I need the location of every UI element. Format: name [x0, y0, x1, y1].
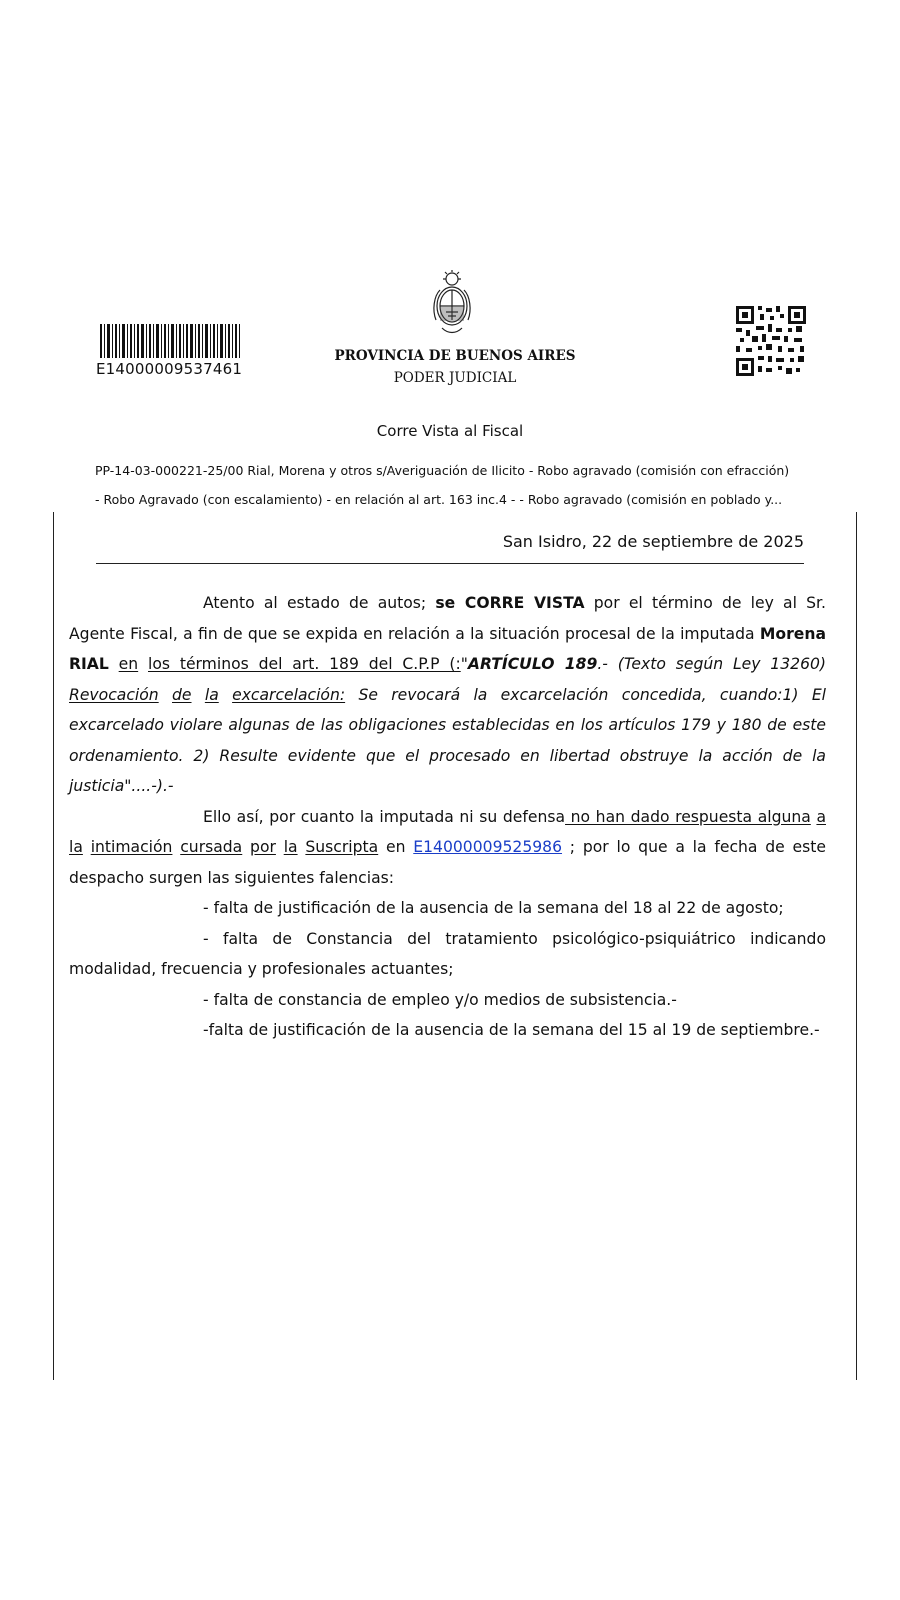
coat-of-arms-icon	[428, 270, 476, 340]
reference-link[interactable]: E14000009525986	[413, 838, 563, 856]
text	[83, 838, 91, 856]
case-caption	[95, 456, 855, 514]
date-line: San Isidro, 22 de septiembre de 2025	[502, 532, 804, 551]
text-underlined: los términos del art. 189 del C.P.P (:	[148, 655, 461, 673]
text-underlined: por	[250, 838, 276, 856]
text	[109, 655, 119, 673]
defendant-name: Morena RIAL	[69, 624, 826, 673]
text-italic: Se revocará la excarcelación concedida, cuando:1) El excarcelado violare algunas de las obligaciones establecidas en los artículos 179 y 180 de este ordenamiento. 2) Resulte evidente que el procesado en libertad obstruye la acción de la justicia"....-).-	[69, 685, 827, 795]
paragraph-falencias	[69, 802, 826, 894]
list-item: - falta de justificación de la ausencia de la semana del 18 al 22 de agosto;	[203, 899, 784, 917]
text-underlined: a	[816, 807, 826, 826]
text-underlined: la	[283, 838, 298, 856]
list-item: -falta de justificación de la ausencia de la semana del 15 al 19 de septiembre.-	[203, 1021, 820, 1039]
text: en	[378, 838, 414, 856]
text-underlined: Revocación	[69, 685, 159, 704]
qr-code-icon	[736, 306, 806, 376]
document-title: Corre Vista al Fiscal	[376, 422, 524, 440]
text-underlined: de	[172, 685, 192, 704]
text-italic: "	[460, 655, 468, 673]
text-underlined: excarcelación:	[232, 685, 346, 704]
document-body	[69, 588, 826, 1046]
text-underlined: la	[204, 685, 219, 704]
text-italic	[192, 686, 205, 704]
text-italic: .- (Texto según Ley 13260)	[597, 655, 826, 673]
page-frame-left	[53, 512, 54, 1380]
text-italic	[159, 686, 172, 704]
judicial-power-name: PODER JUDICIAL	[393, 370, 517, 386]
case-caption-line-2: - Robo Agravado (con escalamiento) - en relación al art. 163 inc.4 - - Robo agravado (comisión en poblado y...	[95, 492, 783, 507]
text: ; por lo que a la fecha de este despacho surgen las siguientes falencias:	[69, 838, 826, 887]
text: por el término de ley al Sr. Agente Fiscal, a fin de que se expida en relación a la situación procesal de la imputada	[69, 594, 826, 643]
barcode-icon	[100, 324, 240, 358]
page-frame-right	[856, 512, 857, 1380]
text-underlined: en	[118, 655, 139, 673]
paragraph-vista	[69, 588, 826, 802]
text-underlined: cursada	[180, 838, 243, 856]
barcode-number: E14000009537461	[96, 360, 243, 378]
text: Atento al estado de autos;	[203, 594, 436, 612]
list-item: - falta de Constancia del tratamiento psicológico-psiquiátrico indicando modalidad, frecuencia y profesionales actuantes;	[69, 929, 826, 978]
text	[276, 838, 284, 856]
text: Ello así, por cuanto la imputada ni su defensa	[203, 807, 566, 826]
text-underlined: no han dado respuesta alguna	[565, 807, 811, 826]
text-underlined: intimación	[90, 838, 173, 856]
text-italic	[219, 686, 232, 704]
text-underlined: la	[69, 838, 83, 856]
date-divider	[96, 563, 804, 564]
text-bold: se CORRE VISTA	[435, 594, 585, 612]
list-item: - falta de constancia de empleo y/o medios de subsistencia.-	[203, 990, 677, 1009]
text-underlined: Suscripta	[305, 838, 379, 856]
text	[242, 838, 250, 856]
case-caption-line-1: PP-14-03-000221-25/00 Rial, Morena y otros s/Averiguación de Ilicito - Robo agravado (comisión con efracción)	[95, 463, 790, 478]
text	[138, 655, 148, 673]
article-label: ARTÍCULO 189	[467, 655, 598, 673]
province-name: PROVINCIA DE BUENOS AIRES	[334, 348, 576, 364]
